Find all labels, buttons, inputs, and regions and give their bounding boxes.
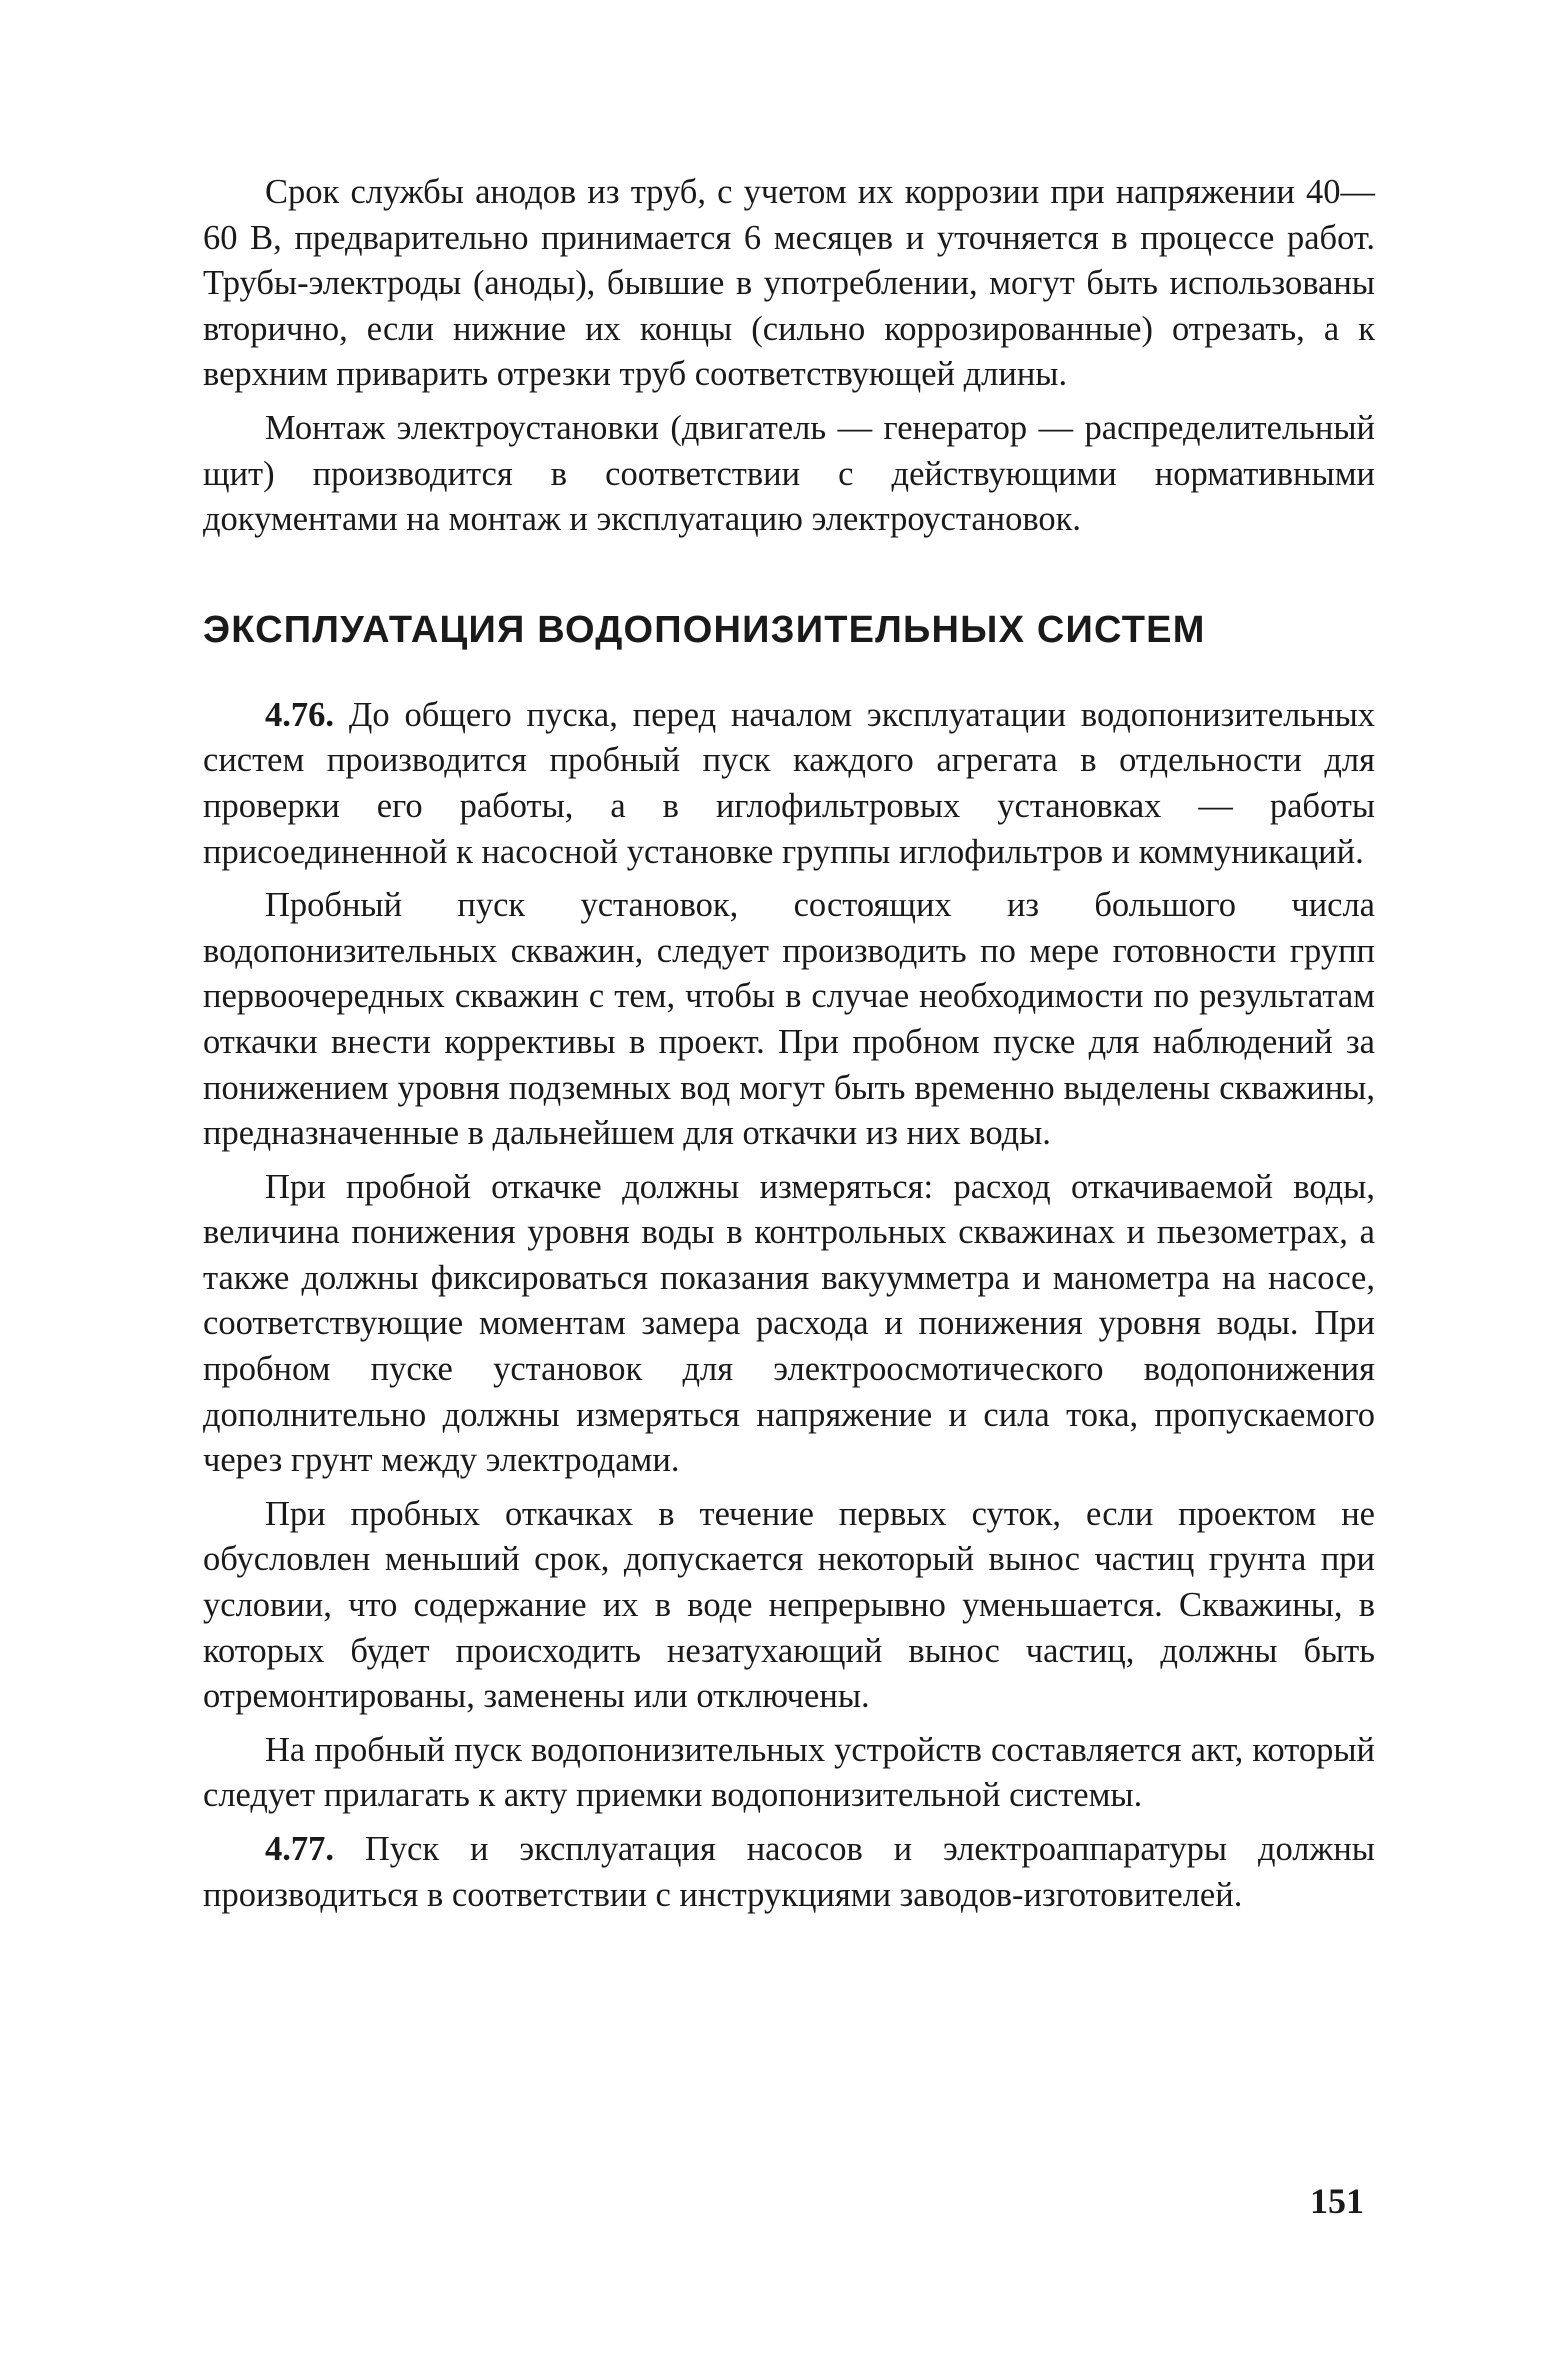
paragraph-electrical-installation: Монтаж электроустановки (двигатель — генератор — распределительный щит) производится в соответствии с действующими нормативными документами на монтаж и эксплуатацию электроустановок. xyxy=(203,408,1375,539)
clause-4-77 xyxy=(203,1827,1375,1918)
paragraph-soil-particle-removal: При пробных откачках в течение первых суток, если проектом не обусловлен меньший срок, допускается некоторый вынос частиц грунта при условии, что содержание их в воде непрерывно уменьшается. Скважины, в которых будет происходить незатухающий вынос частиц, должны быть отремонтированы, заменены или отключены. xyxy=(203,1494,1375,1716)
paragraph-trial-pumping-measurements: При пробной откачке должны измеряться: расход откачиваемой воды, величина понижения уровня воды в контрольных скважинах и пьезометрах, а также должны фиксироваться показания вакуумметра и манометра на насосе, соответствующие моментам замера расхода и понижения уровня воды. При пробном пуске установок для электроосмотического водопонижения дополнительно должны измеряться напряжение и сила тока, пропускаемого через грунт между электродами. xyxy=(203,1167,1375,1480)
document-page xyxy=(203,170,1375,1926)
page-number: 151 xyxy=(1310,2181,1364,2221)
clause-number: 4.77. xyxy=(265,1830,334,1868)
section-heading: ЭКСПЛУАТАЦИЯ ВОДОПОНИЗИТЕЛЬНЫХ СИСТЕМ xyxy=(203,608,1206,651)
clause-4-76 xyxy=(203,693,1375,875)
clause-number: 4.76. xyxy=(265,695,334,734)
paragraph-anode-service-life: Срок службы анодов из труб, с учетом их коррозии при напряжении 40—60 В, предварительно принимается 6 месяцев и уточняется в процессе работ. Трубы-электроды (аноды), бывшие в употреблении, могут быть использованы вторично, если нижние их концы (сильно коррозированные) отрезать, а к верхним приварить отрезки труб соответствующей длины. xyxy=(203,173,1375,394)
clause-text: До общего пуска, перед началом эксплуатации водопонизительных систем производится пробный пуск каждого агрегата в отдельности для проверки его работы, а в иглофильтровых установках — работы присоединенной к насосной установке группы иглофильтров и коммуникаций. xyxy=(203,695,1375,871)
paragraph-trial-start-act: На пробный пуск водопонизительных устройств составляется акт, который следует прилагать к акту приемки водопонизительной системы. xyxy=(203,1730,1375,1815)
paragraph-trial-start-wells: Пробный пуск установок, состоящих из большого числа водопонизительных скважин, следует производить по мере готовности групп первоочередных скважин с тем, чтобы в случае необходимости по результатам откачки внести коррективы в проект. При пробном пуске для наблюдений за понижением уровня подземных вод могут быть временно выделены скважины, предназначенные в дальнейшем для откачки из них воды. xyxy=(203,886,1375,1153)
clause-text: Пуск и эксплуатация насосов и электроаппаратуры должны производиться в соответствии с инструкциями заводов-изготовителей. xyxy=(203,1830,1375,1914)
